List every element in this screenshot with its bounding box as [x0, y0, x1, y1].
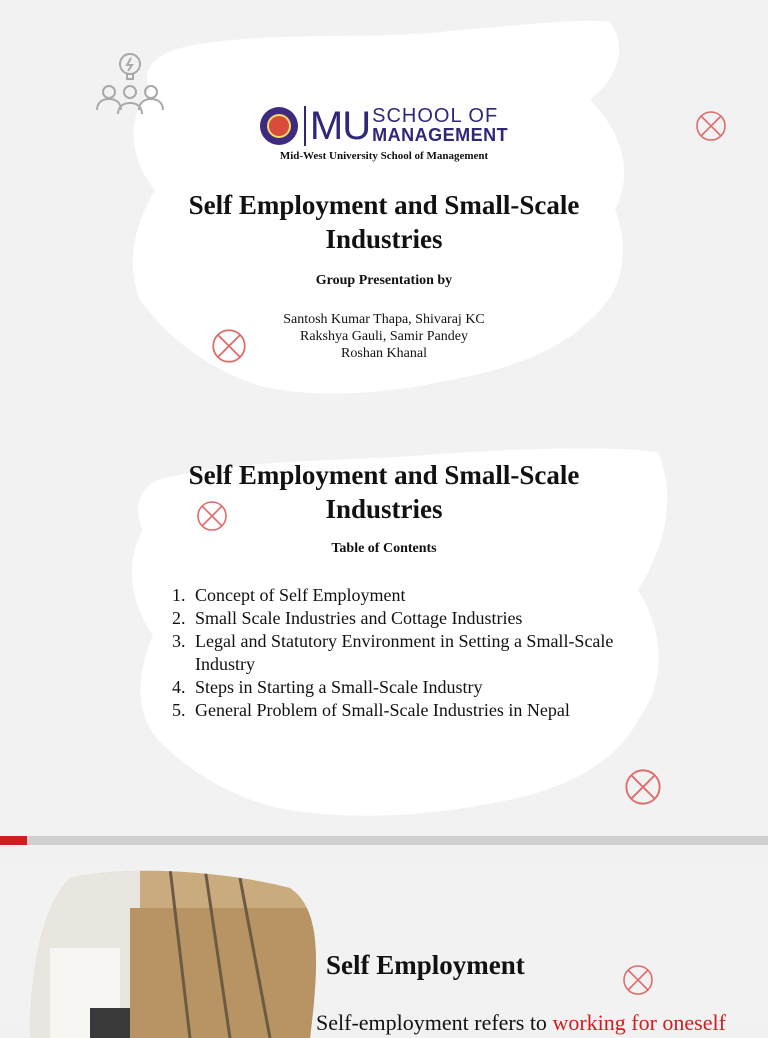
toc-item-number: 5.	[172, 700, 186, 720]
slide-progress-bar[interactable]	[0, 836, 768, 845]
self-employment-body	[316, 1010, 726, 1036]
toc-item-text: Legal and Statutory Environment in Setting a Small-Scale Industry	[195, 631, 614, 674]
toc-item-number: 2.	[172, 608, 186, 628]
author-list	[0, 311, 768, 362]
body-text: Self-employment refers to	[316, 1010, 547, 1035]
table-of-contents	[172, 584, 622, 722]
toc-item-number: 4.	[172, 677, 186, 697]
contents-title-line-2: Industries	[325, 494, 443, 524]
author-line: Santosh Kumar Thapa, Shivaraj KC	[283, 312, 485, 327]
toc-heading: Table of Contents	[331, 541, 437, 556]
logo-subtitle: Mid-West University School of Management	[279, 150, 489, 162]
toc-item	[172, 584, 622, 607]
self-employment-title: Self Employment	[326, 950, 525, 980]
university-logo	[0, 106, 768, 146]
contents-slide-title	[0, 458, 768, 526]
university-seal-icon	[260, 107, 298, 145]
author-line: Rakshya Gauli, Samir Pandey	[300, 329, 468, 344]
logo-management: MANAGEMENT	[372, 125, 509, 145]
contents-title-line-1: Self Employment and Small-Scale	[188, 460, 580, 490]
toc-item	[172, 676, 622, 699]
toc-item-text: General Problem of Small-Scale Industries in Nepal	[195, 700, 570, 720]
title-slide	[0, 0, 768, 432]
slide-title-line-1: Self Employment and Small-Scale	[188, 190, 580, 220]
body-highlight: working for oneself	[552, 1010, 726, 1035]
toc-item-text: Small Scale Industries and Cottage Industries	[195, 608, 523, 628]
cross-circle-icon	[622, 964, 654, 996]
slide-title-line-2: Industries	[325, 224, 443, 254]
logo-mu-text: MU	[304, 106, 370, 146]
toc-item-number: 1.	[172, 585, 186, 605]
cross-circle-icon	[624, 768, 662, 806]
presented-by-heading: Group Presentation by	[315, 273, 453, 288]
toc-item-text: Concept of Self Employment	[195, 585, 406, 605]
slide-progress-fill	[0, 836, 27, 845]
logo-school-of: SCHOOL OF	[372, 105, 499, 127]
logo-school-text-group	[372, 107, 508, 145]
workshop-photo	[30, 868, 318, 1038]
slide-title	[0, 188, 768, 256]
toc-item-text: Steps in Starting a Small-Scale Industry	[195, 677, 483, 697]
toc-item	[172, 699, 622, 722]
toc-item-number: 3.	[172, 631, 186, 651]
toc-item	[172, 607, 622, 630]
author-line: Roshan Khanal	[341, 346, 427, 361]
toc-item	[172, 630, 622, 676]
